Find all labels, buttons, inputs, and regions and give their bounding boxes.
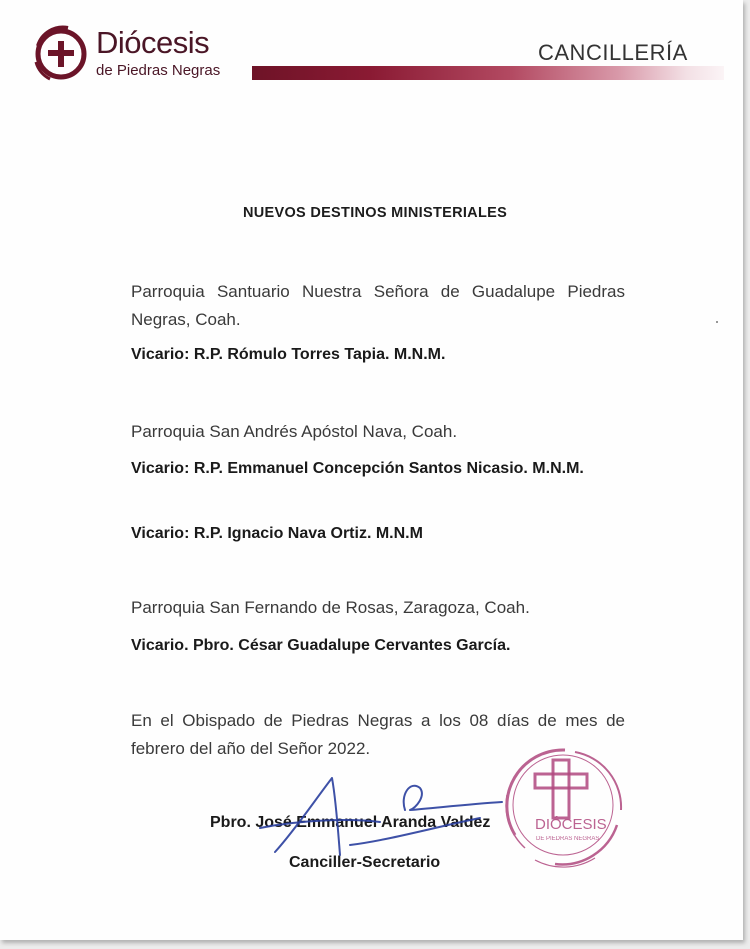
brand-name: Diócesis (96, 25, 210, 60)
brand-subtitle: de Piedras Negras (96, 62, 221, 79)
diocese-seal-stamp (495, 740, 630, 870)
svg-text:DIÓCESIS: DIÓCESIS (535, 816, 607, 833)
department-label: CANCILLERÍA (538, 40, 688, 65)
closing-text: En el Obispado de Piedras Negras a los 08 días de mes de febrero del año del Señor 2022. (131, 711, 625, 758)
parish-3-vicar-1: Vicario. Pbro. César Guadalupe Cervantes García. (131, 637, 511, 654)
parish-1-vicar-1: Vicario: R.P. Rómulo Torres Tapia. M.N.M. (131, 346, 446, 363)
parish-2-vicar-2: Vicario: R.P. Ignacio Nava Ortiz. M.N.M (131, 525, 423, 542)
parish-3-name: Parroquia San Fernando de Rosas, Zaragoza, Coah. (131, 598, 530, 617)
signatory-name: Pbro. José Emmanuel Aranda Valdez (210, 814, 491, 831)
parish-2-vicar-1: Vicario: R.P. Emmanuel Concepción Santos Nicasio. M.N.M. (131, 460, 584, 477)
header-gradient-bar (252, 66, 724, 80)
parish-2-name: Parroquia San Andrés Apóstol Nava, Coah. (131, 422, 458, 441)
svg-text:DE PIEDRAS NEGRAS: DE PIEDRAS NEGRAS (536, 836, 600, 842)
scan-speck (716, 321, 718, 323)
diocese-logo-icon (28, 22, 92, 86)
signatory-role: Canciller-Secretario (289, 854, 441, 871)
parish-1-name: Parroquia Santuario Nuestra Señora de Guadalupe Piedras Negras, Coah. (131, 282, 625, 329)
document-title: NUEVOS DESTINOS MINISTERIALES (242, 205, 508, 221)
